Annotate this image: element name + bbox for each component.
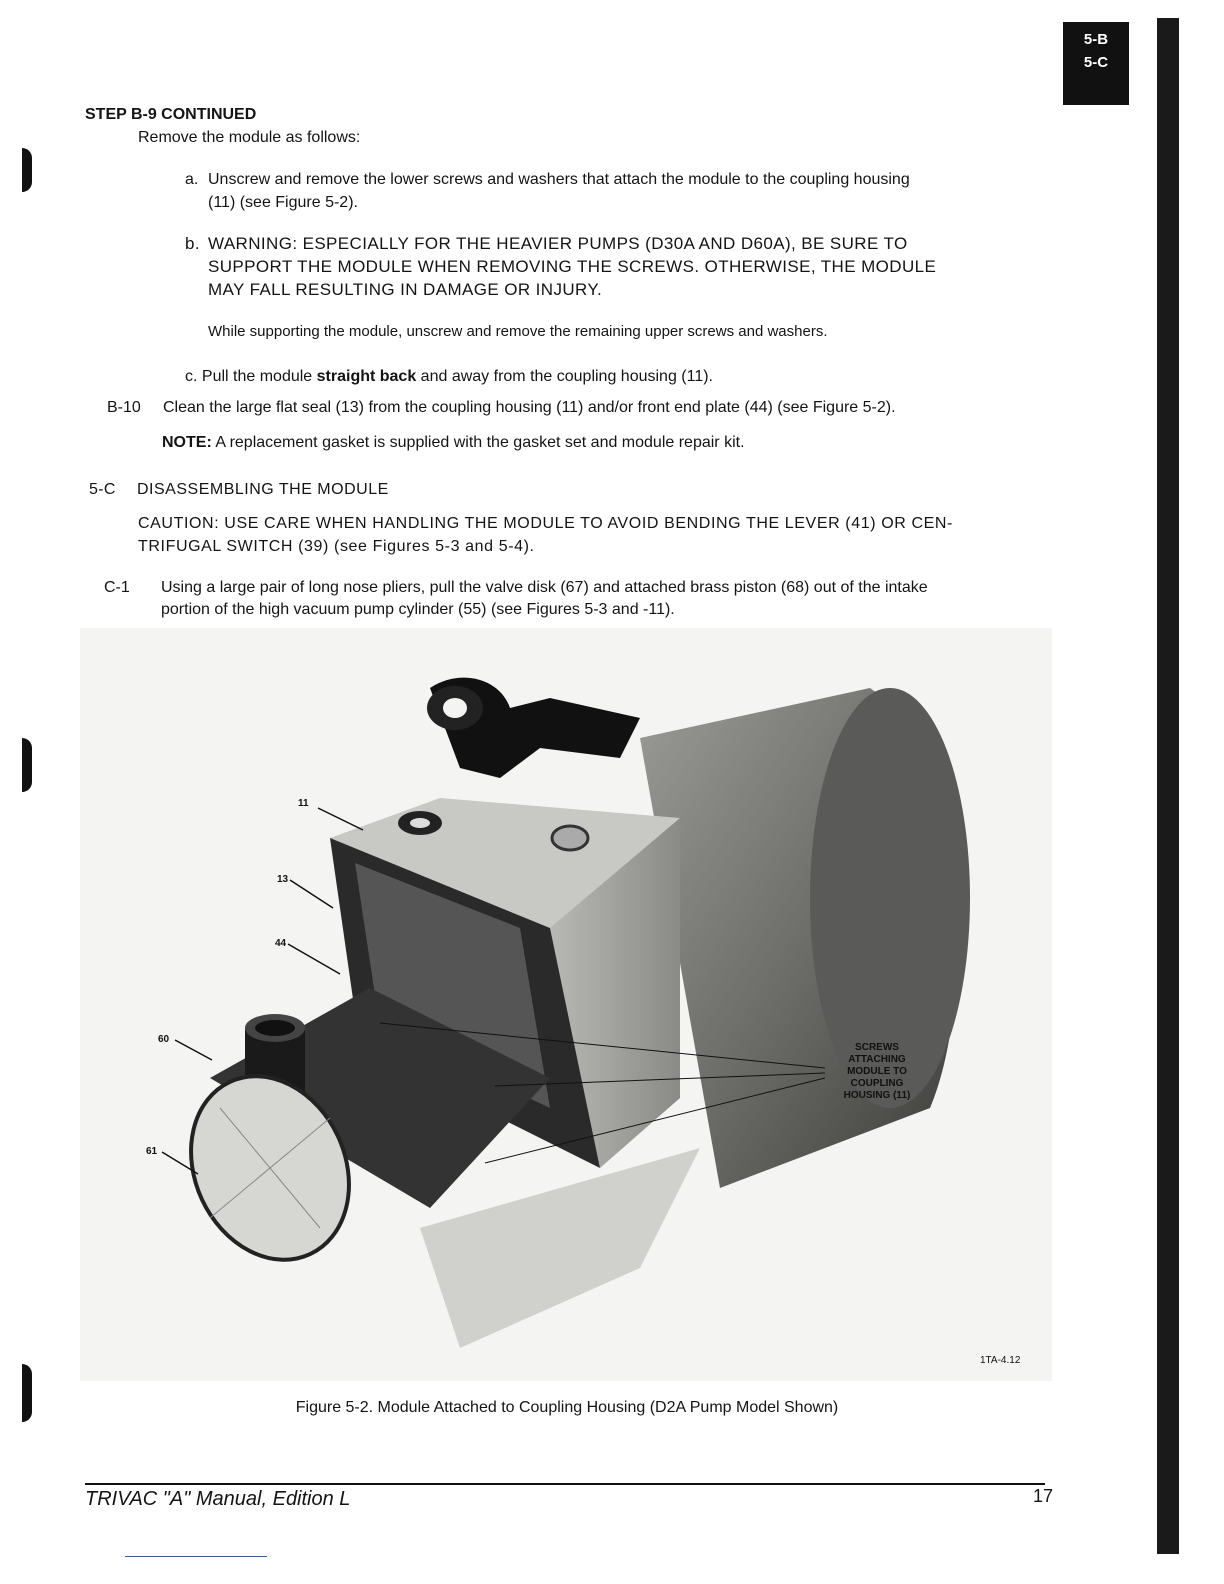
footer-rule [85,1483,1045,1485]
section-title: DISASSEMBLING THE MODULE [137,481,389,498]
item-marker: a. [185,171,199,188]
screws-label-line1: SCREWS [855,1042,899,1053]
screws-label-line2: ATTACHING [848,1054,906,1065]
step-intro: Remove the module as follows: [138,129,361,146]
caution-line2: TRIFUGAL SWITCH (39) (see Figures 5-3 and 5-4). [138,538,535,555]
callout-13: 13 [277,874,289,885]
page-edge-bar [1157,18,1179,1554]
callout-11: 11 [298,798,309,809]
callout-44: 44 [275,938,287,949]
pump-illustration [80,628,1052,1381]
figure-caption: Figure 5-2. Module Attached to Coupling Housing (D2A Pump Model Shown) [295,1399,839,1416]
base-plate [420,1148,700,1348]
step-c1-line2: portion of the high vacuum pump cylinder (55) (see Figures 5-3 and -11). [161,601,675,618]
step-heading: STEP B-9 CONTINUED [85,106,257,123]
footer-title: TRIVAC "A" Manual, Edition L [85,1488,351,1510]
callout-61: 61 [146,1146,158,1157]
screws-label-line3: MODULE TO [847,1066,907,1077]
note-label: NOTE: [162,434,212,451]
figure-photo [80,628,1052,1381]
binding-mark [22,738,32,792]
link-underline [125,1556,267,1557]
step-b10-text: Clean the large flat seal (13) from the coupling housing (11) and/or front end plate (44) (see Figure 5-2). [163,399,896,416]
item-c-after: and away from the coupling housing (11). [416,368,713,385]
section-tab-line2: 5-C [1083,54,1109,71]
item-marker: b. [185,234,200,253]
step-label: B-10 [107,399,141,416]
item-marker: c. [185,368,198,385]
binding-mark [22,148,32,192]
figure-code: 1TA-4.12 [980,1355,1021,1366]
step-c1-line1: Using a large pair of long nose pliers, pull the valve disk (67) and attached brass piston (68) out of the intake [161,579,928,596]
item-a-line1: Unscrew and remove the lower screws and washers that attach the module to the coupling housing [208,171,910,188]
warning-line1: WARNING: ESPECIALLY FOR THE HEAVIER PUMPS (D30A AND D60A), BE SURE TO [208,234,908,253]
section-tab [1063,22,1129,105]
note-text: A replacement gasket is supplied with the gasket set and module repair kit. [211,434,745,451]
item-b-followup: While supporting the module, unscrew and remove the remaining upper screws and washers. [208,323,828,340]
caution-line1: CAUTION: USE CARE WHEN HANDLING THE MODULE TO AVOID BENDING THE LEVER (41) OR CEN- [138,515,953,532]
page-number: 17 [1033,1486,1054,1506]
item-a-line2: (11) (see Figure 5-2). [208,194,358,211]
note [162,432,745,454]
screws-label-line5: HOUSING (11) [843,1090,911,1101]
warning-line2: SUPPORT THE MODULE WHEN REMOVING THE SCREWS. OTHERWISE, THE MODULE [208,257,937,276]
section-label: 5-C [89,481,116,498]
section-tab-line1: 5-B [1083,31,1109,48]
item-c-bold: straight back [316,368,417,385]
item-c [185,366,713,388]
warning-line3: MAY FALL RESULTING IN DAMAGE OR INJURY. [208,280,603,299]
screws-label-line4: COUPLING [850,1078,904,1089]
callout-60: 60 [158,1034,170,1045]
item-c-before: Pull the module [201,368,317,385]
step-label: C-1 [104,579,130,596]
